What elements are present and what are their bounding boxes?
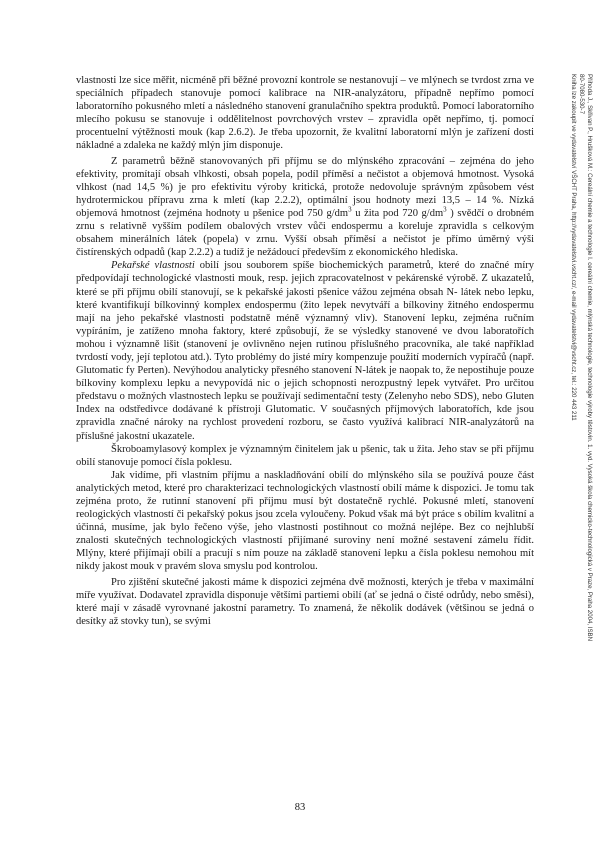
paragraph-1: vlastnosti lze sice měřit, nicméně při běžné provozní kontrole se nestanovují – ve mlýnech se tvrdost zrna ve speciálních případech stanovuje pomocí kalibrace na NIR-analyzátoru, případně nepřímo pomocí laboratorního pokusného mletí a následného stanovení granulačního spektra produktů. Pomocí laboratorního mlecího pokusu se stanovuje i oddělitelnost povrchových vrstev – zpravidla opět nepřímo, tj. pomocí procentuelní výtěžnosti mouk (kap 2.6.2). Je třeba upozornit, že kvalitní laboratorní mlýn je zařízení dosti nákladné a zdaleka ne každý mlýn jím disponuje. <box>76 75 534 152</box>
citation-line-1: Příhoda J., Skřivan P., Hrušková M.: Cereální chemie a technologie I. cereální chemie, mlýnská technologie, technologie výroby těstovin. 1. vyd. Vysoká škola chemicko-technologická v Praze, Praha 2004, ISBN <box>586 74 593 642</box>
paragraph-5: Jak vidíme, při vlastním příjmu a naskladňování obilí do mlýnského sila se používá pouze část analytických metod, které pro charakterizaci technologických vlastností obilí máme k dispozici. Je tomu tak zejména proto, že rutinní stanovení při příjmu musí být dostatečně rychlé. Pokusné mletí, stanovení reologických vlastností či pekařský pokus jsou zcela vyloučeny. Pokud však má být práce s obilím kvalitní a účinná, musíme, jak bylo řečeno výše, jeho vlastnosti postihnout co možná nejlépe. Bez co nejhlubší znalosti skutečných technologických vlastností přijímané suroviny není možné sestavení zámelu řídit. Mlýny, které přijímají obilí a pracují s ním pouze na základě stanovení lepku a čísla poklesu nemohou mít nikdy jakost mouk v pravém slova smyslu pod kontrolou. <box>76 469 534 573</box>
paragraph-3 <box>76 259 534 442</box>
paragraph-2-part-b: u žita pod 720 g/dm <box>351 207 444 219</box>
paragraph-4: Škroboamylasový komplex je významným činitelem jak u pšenic, tak u žita. Jeho stav se při příjmu obilí stanovuje pomocí čísla poklesu. <box>76 443 534 468</box>
body-text <box>76 74 534 628</box>
paragraph-2-part-c: ) svědčí o drobném zrnu s relativně vyšším podílem obalových vrstev vůči endospermu a koreluje zpravidla s celkovým obsahem minerálních látek (popela) v zrnu. Vyšší obsah příměsí a nečistot je přímo úměrný výši čistírenských odpadů (kap 2.2.2) a tudíž je nežádoucí především z ekonomického hlediska. <box>76 207 534 259</box>
paragraph-6: Pro zjištění skutečné jakosti máme k dispozici zejména dvě možnosti, kterých je třeba v maximální míře využívat. Dodavatel zpravidla disponuje většími partiemi obilí (ať se jedná o čisté odrůdy, nebo směsi), které mají v zásadě vyrovnané jakostní parametry. To znamená, že několik dodávek (většinou se jedná o desítky až stovky tun), se svými <box>76 576 534 627</box>
superscript-3: 3 <box>348 205 352 214</box>
paragraph-3-body: obilí jsou souborem spíše biochemických parametrů, které do značné míry předpovídají technologické vlastnosti mouk, resp. jejich zpracovatelnost v pekárenské výrobě. Z ukazatelů, které se při příjmu obilí stanovují, se k pekařské jakosti pšenice vážou zejména obsah N- látek nebo lepku, které kvantifikují bílkovinný komplex endospermu (žito lepek nevytváří a bílkoviny žitného endospermu mají na jeho pekařské vlastnosti podstatně méně významný vliv). Stanovení lepku, zejména ručním vypíráním, je zatíženo mnoha faktory, které způsobují, že se výsledky stanovené ve dvou laboratořích mohou i významně lišit (stanovení je ovlivněno nejen rutinou příslušného pracovníka, ale také například tvrdostí vody, její teplotou atd.). Tyto problémy do jisté míry kompenzuje použití moderních vypíračů (např. Glutomatic fy Perten). Nevýhodou analyticky přesného stanovení N-látek je naopak to, že nepostihuje pouze bílkoviny komplexu lepku a nevypovídá nic o jejich schopnosti nerozpustný lepek vytvářet. Pro určitou představu o možných vlastnostech lepku se používají sedimentační testy (Zelenyho nebo SDS), nebo Gluten Index na odstředivce dodávané k přístroji Glutomatic. V současných příjmových laboratořích, kde jsou zpravidla značné nároky na rychlost provedení rozboru, se často využívá kalibrací NIR-analyzátorů na příslušné jakostní ukazatele. <box>76 260 534 442</box>
citation-sidebar <box>569 74 593 844</box>
page-number: 83 <box>294 802 306 813</box>
citation-line-2: 80-7080-530-7 <box>578 74 585 114</box>
superscript-3: 3 <box>443 205 447 214</box>
paragraph-2 <box>76 155 534 260</box>
paragraph-2-part-a: Z parametrů běžně stanovovaných při příjmu se do mlýnského zpracování – zejména do jeho efektivity, promítají obsah vlhkosti, obsah popela, podíl příměsí a nečistot a objemová hmotnost. Vysoká vlhkost (nad 14,5 %) je pro efektivitu výroby kritická, protože nedovoluje správným způsobem vést hydrotermickou přípravu zrna k mletí (kap 2.2.2), optimální jsou hodnoty mezi 13,5 – 14 %. Nízká objemová hmotnost (zejména hodnoty u pšenice pod 750 g/dm <box>76 155 534 219</box>
citation-line-3: Kniha lze zakoupit ve vydavatelství VŠCHT Praha, http://vydavatelstvi.vscht.cz/, e-mail vydavatelstvi@vscht.cz, tel.: 220 443 211 <box>570 74 577 421</box>
italic-lead-term: Pekařské vlastnosti <box>111 260 195 272</box>
